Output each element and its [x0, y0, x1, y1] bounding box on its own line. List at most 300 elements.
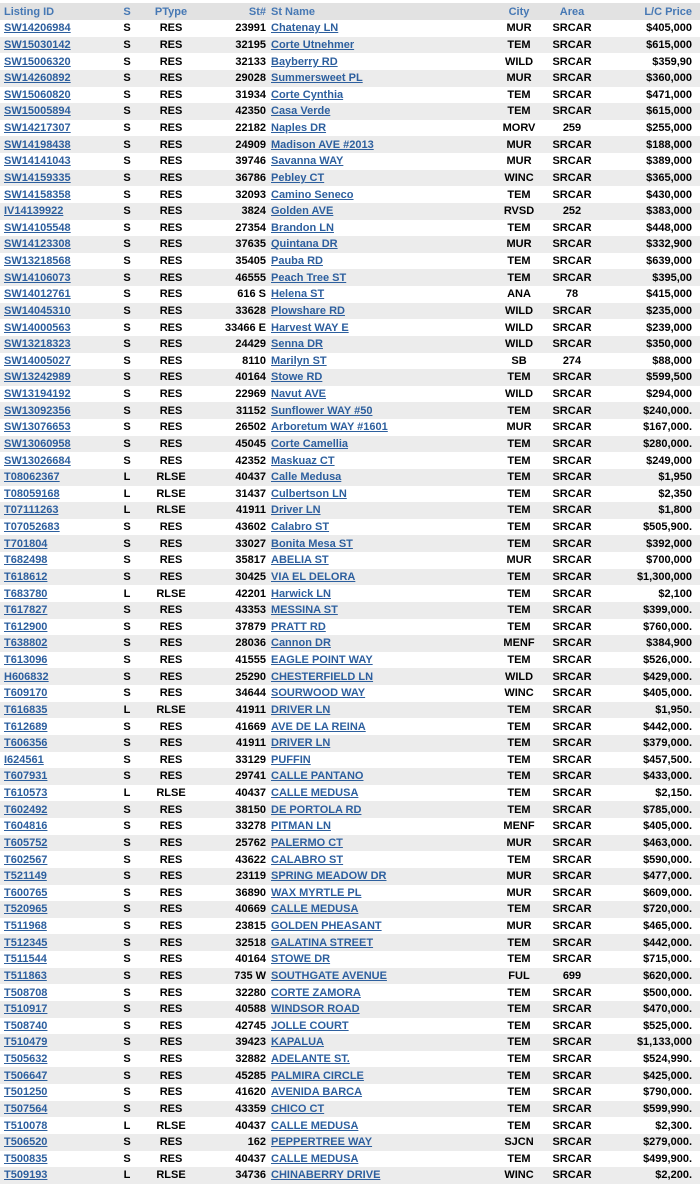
cell-ptype: RLSE [142, 702, 200, 719]
listing_id-link[interactable]: T507564 [4, 1102, 48, 1115]
table-row [0, 718, 700, 735]
listing_id-link[interactable]: I624561 [4, 753, 44, 766]
cell-area: SRCAR [542, 136, 602, 153]
cell-lc_price: $599,500 [602, 369, 700, 386]
cell-area: SRCAR [552, 654, 592, 667]
cell-listing_id [0, 685, 112, 702]
st_name-link[interactable]: DE PORTOLA RD [271, 803, 362, 816]
header-ptype[interactable]: PType [142, 3, 200, 20]
st_name-link[interactable]: Harwick LN [271, 587, 331, 600]
cell-listing_id [0, 968, 112, 985]
cell-lc_price: $405,000. [643, 687, 692, 700]
cell-listing_id [0, 220, 112, 237]
table-row [0, 1084, 700, 1101]
cell-area: SRCAR [542, 103, 602, 120]
table-row [0, 868, 700, 885]
cell-area: SRCAR [542, 1167, 602, 1184]
st_name-link[interactable]: KAPALUA [271, 1036, 324, 1049]
cell-city: MENF [503, 820, 535, 833]
st_name-link[interactable]: Marilyn ST [271, 354, 327, 367]
listing_id-link[interactable]: T612900 [4, 620, 48, 633]
cell-st_number: 34736 [200, 1167, 268, 1184]
cell-city: TEM [507, 188, 531, 201]
st_name-link[interactable]: MESSINA ST [271, 604, 338, 617]
cell-st_number: 735 W [200, 968, 268, 985]
cell-listing_id [0, 1117, 112, 1134]
st_name-link[interactable]: CALLE MEDUSA [271, 787, 359, 800]
st_name-link[interactable]: JOLLE COURT [271, 1019, 349, 1032]
listing_id-link[interactable]: T506647 [4, 1069, 48, 1082]
cell-city: TEM [496, 369, 542, 386]
cell-area: SRCAR [542, 901, 602, 918]
st_name-link[interactable]: PITMAN LN [271, 820, 331, 833]
st_name-link[interactable]: Bonita Mesa ST [271, 537, 353, 550]
listing_id-link[interactable]: T509193 [4, 1169, 48, 1182]
st_name-link[interactable]: SOURWOOD WAY [271, 687, 366, 700]
st_name-link[interactable]: SPRING MEADOW DR [271, 870, 387, 883]
cell-st_name [268, 635, 496, 652]
listing_id-link[interactable]: T683780 [4, 587, 48, 600]
st_name-link[interactable]: STOWE DR [271, 953, 331, 966]
listing_id-link[interactable]: T610573 [4, 787, 48, 800]
st_name-link[interactable]: Savanna WAY [271, 155, 344, 168]
table-row [0, 552, 700, 569]
cell-listing_id [0, 552, 112, 569]
cell-status: S [112, 402, 142, 419]
cell-lc_price: $167,000. [643, 421, 692, 434]
listing_id-link[interactable]: SW14106073 [4, 271, 71, 284]
listing_id-link[interactable]: SW15006320 [4, 55, 71, 68]
cell-city: TEM [496, 735, 542, 752]
cell-lc_price: $500,000. [643, 986, 692, 999]
table-row [0, 801, 700, 818]
table-row [0, 818, 700, 835]
cell-lc_price: $395,00 [602, 269, 700, 286]
cell-city: TEM [496, 269, 542, 286]
cell-lc_price: $1,950. [602, 702, 700, 719]
st_name-link[interactable]: Corte Cynthia [271, 88, 344, 101]
listing_id-link[interactable]: SW14005027 [4, 354, 71, 367]
cell-listing_id [0, 37, 112, 54]
cell-st_number: 3824 [200, 203, 268, 220]
listing_id-link[interactable]: T08059168 [4, 487, 60, 500]
cell-city: MUR [496, 70, 542, 87]
listing_id-link[interactable]: SW13242989 [4, 371, 71, 384]
listing_id-link[interactable]: T682498 [4, 554, 48, 567]
cell-status: S [123, 454, 131, 467]
listing_id-link[interactable]: SW14123308 [4, 238, 71, 251]
cell-st_number: 32280 [235, 986, 266, 999]
st_name-link[interactable]: CHESTERFIELD LN [271, 670, 374, 683]
listing_id-link[interactable]: T609170 [4, 687, 48, 700]
listing_id-link[interactable]: T618612 [4, 570, 48, 583]
cell-st_number: 39746 [235, 155, 266, 168]
cell-area: SRCAR [542, 303, 602, 320]
listing_id-link[interactable]: T616835 [4, 703, 48, 716]
cell-lc_price: $1,133,000 [602, 1034, 700, 1051]
st_name-link[interactable]: Culbertson LN [271, 487, 347, 500]
st_name-link[interactable]: DRIVER LN [271, 737, 331, 750]
listing_id-link[interactable]: T511544 [4, 953, 47, 966]
cell-st_name [268, 336, 496, 353]
cell-st_name [268, 319, 496, 336]
cell-city: TEM [507, 454, 531, 467]
cell-ptype: RES [159, 920, 183, 933]
cell-city: TEM [496, 535, 542, 552]
cell-status: S [123, 1152, 131, 1165]
listing_id-link[interactable]: SW13026684 [4, 454, 71, 467]
cell-listing_id [0, 585, 112, 602]
listings-table [0, 3, 700, 1184]
listing_id-link[interactable]: SW14158358 [4, 188, 71, 201]
header-lc-price[interactable]: L/C Price [602, 3, 700, 20]
cell-st_name [268, 87, 496, 104]
cell-listing_id [0, 768, 112, 785]
listing_id-link[interactable]: T508708 [4, 986, 48, 999]
cell-area: SRCAR [542, 402, 602, 419]
cell-area: SRCAR [552, 188, 592, 201]
header-st-number[interactable]: St# [200, 3, 268, 20]
st_name-link[interactable]: Quintana DR [271, 238, 338, 251]
cell-lc_price: $785,000. [602, 801, 700, 818]
st_name-link[interactable]: CHICO CT [271, 1102, 325, 1115]
cell-listing_id [0, 1051, 112, 1068]
st_name-link[interactable]: ADELANTE ST. [271, 1053, 350, 1066]
header-st-name[interactable]: St Name [268, 3, 496, 20]
cell-st_name [268, 353, 496, 370]
cell-st_number: 42201 [235, 587, 266, 600]
st_name-link[interactable]: CALLE MEDUSA [271, 1152, 359, 1165]
cell-lc_price: $477,000. [602, 868, 700, 885]
st_name-link[interactable]: Brandon LN [271, 221, 334, 234]
listing_id-link[interactable]: SW14012761 [4, 288, 71, 301]
listing_id-link[interactable]: SW14198438 [4, 138, 71, 151]
cell-ptype: RLSE [156, 487, 186, 500]
cell-city: WILD [504, 55, 534, 68]
cell-status: S [123, 188, 131, 201]
cell-status: S [112, 668, 142, 685]
listing_id-link[interactable]: T07052683 [4, 521, 60, 534]
cell-st_number: 33628 [200, 303, 268, 320]
st_name-link[interactable]: AVE DE LA REINA [271, 720, 366, 733]
listing_id-link[interactable]: SW13218323 [4, 338, 71, 351]
st_name-link[interactable]: CALABRO ST [271, 853, 344, 866]
listing_id-link[interactable]: T511968 [4, 920, 47, 933]
cell-status: S [112, 336, 142, 353]
cell-city: TEM [496, 934, 542, 951]
st_name-link[interactable]: PRATT RD [271, 620, 326, 633]
cell-city: TEM [507, 255, 531, 268]
listing_id-link[interactable]: T606356 [4, 737, 48, 750]
cell-listing_id [0, 87, 112, 104]
listing_id-link[interactable]: SW13076653 [4, 421, 71, 434]
st_name-link[interactable]: DRIVER LN [271, 703, 331, 716]
cell-st_number: 30425 [200, 569, 268, 586]
listing_id-link[interactable]: SW15005894 [4, 105, 71, 118]
cell-ptype: RES [159, 22, 183, 35]
listing_id-link[interactable]: T508740 [4, 1019, 48, 1032]
listing_id-link[interactable]: T521149 [4, 870, 47, 883]
listing_id-link[interactable]: T500835 [4, 1152, 48, 1165]
st_name-link[interactable]: PUFFIN [271, 753, 311, 766]
st_name-link[interactable]: Peach Tree ST [271, 271, 347, 284]
st_name-link[interactable]: SOUTHGATE AVENUE [271, 969, 387, 982]
st_name-link[interactable]: VIA EL DELORA [271, 570, 356, 583]
listing_id-link[interactable]: T604816 [4, 820, 48, 833]
listing_id-link[interactable]: T520965 [4, 903, 48, 916]
cell-city: WINC [496, 1167, 542, 1184]
table-row [0, 934, 700, 951]
st_name-link[interactable]: Stowe RD [271, 371, 323, 384]
cell-st_name [268, 1151, 496, 1168]
table-row [0, 1151, 700, 1168]
cell-st_name [268, 70, 496, 87]
cell-listing_id [0, 519, 112, 536]
table-row [0, 918, 700, 935]
cell-city: TEM [507, 720, 531, 733]
cell-listing_id [0, 502, 112, 519]
st_name-link[interactable]: Golden AVE [271, 205, 334, 218]
cell-st_name [268, 768, 496, 785]
cell-lc_price: $1,800 [602, 502, 700, 519]
cell-st_number: 43622 [235, 853, 266, 866]
st_name-link[interactable]: Calle Medusa [271, 471, 342, 484]
st_name-link[interactable]: Helena ST [271, 288, 325, 301]
cell-status: S [112, 203, 142, 220]
cell-area: SRCAR [552, 886, 592, 899]
table-row [0, 702, 700, 719]
listing_id-link[interactable]: SW14000563 [4, 321, 71, 334]
cell-ptype: RES [142, 569, 200, 586]
st_name-link[interactable]: PALERMO CT [271, 836, 343, 849]
listing_id-link[interactable]: SW15060820 [4, 88, 71, 101]
header-listing-id[interactable]: Listing ID [0, 3, 112, 20]
cell-st_name [268, 20, 496, 37]
listing_id-link[interactable]: T701804 [4, 537, 48, 550]
cell-st_name [268, 868, 496, 885]
cell-status: S [123, 88, 131, 101]
listing_id-link[interactable]: H606832 [4, 670, 49, 683]
listing_id-link[interactable]: SW14141043 [4, 155, 71, 168]
st_name-link[interactable]: CALLE MEDUSA [271, 1119, 359, 1132]
st_name-link[interactable]: ABELIA ST [271, 554, 329, 567]
cell-status: S [123, 853, 131, 866]
cell-status: S [112, 103, 142, 120]
listing_id-link[interactable]: SW13060958 [4, 437, 71, 450]
listing_id-link[interactable]: SW15030142 [4, 38, 71, 51]
listing_id-link[interactable]: SW13092356 [4, 404, 71, 417]
listing_id-link[interactable]: T510479 [4, 1036, 48, 1049]
cell-st_name [268, 236, 496, 253]
cell-area: 699 [542, 968, 602, 985]
listing_id-link[interactable]: SW14206984 [4, 22, 71, 35]
table-row [0, 685, 700, 702]
listing_id-link[interactable]: T511863 [4, 969, 47, 982]
header-area[interactable]: Area [542, 3, 602, 20]
st_name-link[interactable]: CALLE PANTANO [271, 770, 364, 783]
st_name-link[interactable]: Maskuaz CT [271, 454, 335, 467]
cell-lc_price: $405,000. [643, 820, 692, 833]
st_name-link[interactable]: Senna DR [271, 338, 323, 351]
listing_id-link[interactable]: SW13218568 [4, 255, 71, 268]
listing_id-link[interactable]: T600765 [4, 886, 48, 899]
listing_id-link[interactable]: T505632 [4, 1053, 48, 1066]
table-row [0, 303, 700, 320]
cell-city: TEM [496, 1034, 542, 1051]
st_name-link[interactable]: Bayberry RD [271, 55, 338, 68]
cell-st_name [268, 1084, 496, 1101]
table-row [0, 569, 700, 586]
cell-st_number: 41555 [235, 654, 266, 667]
st_name-link[interactable]: Chatenay LN [271, 22, 339, 35]
table-row [0, 53, 700, 70]
listing_id-link[interactable]: SW14217307 [4, 122, 71, 135]
st_name-link[interactable]: Arboretum WAY #1601 [271, 421, 388, 434]
st_name-link[interactable]: EAGLE POINT WAY [271, 654, 373, 667]
cell-area: SRCAR [542, 635, 602, 652]
cell-st_number: 33466 E [225, 321, 266, 334]
cell-listing_id [0, 303, 112, 320]
listing_id-link[interactable]: T07111263 [4, 504, 59, 517]
cell-ptype: RES [159, 953, 183, 966]
cell-lc_price: $463,000. [602, 835, 700, 852]
cell-listing_id [0, 602, 112, 619]
st_name-link[interactable]: Summersweet PL [271, 72, 363, 85]
listing_id-link[interactable]: T607931 [4, 770, 48, 783]
header-city[interactable]: City [496, 3, 542, 20]
cell-status: S [123, 920, 131, 933]
cell-ptype: RES [159, 1086, 183, 1099]
table-row [0, 402, 700, 419]
st_name-link[interactable]: Camino Seneco [271, 188, 354, 201]
listing_id-link[interactable]: SW14260892 [4, 72, 71, 85]
listing_id-link[interactable]: T510917 [4, 1003, 48, 1016]
table-row [0, 585, 700, 602]
table-row [0, 785, 700, 802]
listing_id-link[interactable]: SW14159335 [4, 171, 71, 184]
cell-st_name [268, 569, 496, 586]
cell-st_number: 22969 [235, 388, 266, 401]
cell-ptype: RES [159, 155, 183, 168]
cell-status: S [112, 436, 142, 453]
cell-status: L [123, 787, 131, 800]
cell-city: MUR [496, 868, 542, 885]
listing_id-link[interactable]: T501250 [4, 1086, 48, 1099]
cell-area: SRCAR [552, 1086, 592, 1099]
table-row [0, 1101, 700, 1118]
st_name-link[interactable]: CORTE ZAMORA [271, 986, 361, 999]
cell-status: S [123, 886, 131, 899]
listing_id-link[interactable]: SW14045310 [4, 304, 71, 317]
cell-st_number: 33278 [235, 820, 266, 833]
table-row [0, 1117, 700, 1134]
listing_id-link[interactable]: SW13194192 [4, 388, 71, 401]
cell-ptype: RES [159, 221, 183, 234]
cell-status: L [112, 469, 142, 486]
st_name-link[interactable]: Casa Verde [271, 105, 331, 118]
listing_id-link[interactable]: T613096 [4, 654, 48, 667]
cell-st_number: 45045 [200, 436, 268, 453]
st_name-link[interactable]: Calabro ST [271, 521, 330, 534]
listing_id-link[interactable]: T602567 [4, 853, 48, 866]
cell-st_number: 38150 [200, 801, 268, 818]
st_name-link[interactable]: Sunflower WAY #50 [271, 404, 373, 417]
cell-ptype: RES [159, 720, 183, 733]
listing_id-link[interactable]: T605752 [4, 836, 48, 849]
listing_id-link[interactable]: IV14139922 [4, 205, 64, 218]
st_name-link[interactable]: Navut AVE [271, 388, 327, 401]
cell-st_name [268, 1051, 496, 1068]
st_name-link[interactable]: GALATINA STREET [271, 936, 374, 949]
cell-area: SRCAR [552, 853, 592, 866]
st_name-link[interactable]: PALMIRA CIRCLE [271, 1069, 364, 1082]
cell-st_number: 25762 [200, 835, 268, 852]
listing_id-link[interactable]: T638802 [4, 637, 48, 650]
cell-area: SRCAR [542, 469, 602, 486]
cell-city: TEM [496, 569, 542, 586]
table-row [0, 236, 700, 253]
st_name-link[interactable]: AVENIDA BARCA [271, 1086, 363, 1099]
listing_id-link[interactable]: T08062367 [4, 471, 60, 484]
listing_id-link[interactable]: T602492 [4, 803, 48, 816]
st_name-link[interactable]: Naples DR [271, 122, 327, 135]
listing_id-link[interactable]: T506520 [4, 1136, 48, 1149]
st_name-link[interactable]: PEPPERTREE WAY [271, 1136, 373, 1149]
listing_id-link[interactable]: T512345 [4, 936, 48, 949]
listing_id-link[interactable]: T612689 [4, 720, 48, 733]
cell-status: S [123, 687, 131, 700]
cell-st_name [268, 486, 496, 503]
cell-st_name [268, 1034, 496, 1051]
cell-area: SRCAR [542, 535, 602, 552]
listing_id-link[interactable]: T510078 [4, 1119, 48, 1132]
cell-ptype: RES [142, 635, 200, 652]
table-row [0, 419, 700, 436]
st_name-link[interactable]: Madison AVE #2013 [271, 138, 374, 151]
cell-area: SRCAR [542, 934, 602, 951]
cell-lc_price: $465,000. [643, 920, 692, 933]
st_name-link[interactable]: Driver LN [271, 504, 321, 517]
cell-st_name [268, 1134, 496, 1151]
st_name-link[interactable]: CHINABERRY DRIVE [271, 1169, 381, 1182]
cell-area: SRCAR [542, 668, 602, 685]
cell-ptype: RES [159, 820, 183, 833]
cell-st_name [268, 386, 496, 403]
st_name-link[interactable]: Corte Camellia [271, 437, 349, 450]
st_name-link[interactable]: GOLDEN PHEASANT [271, 920, 382, 933]
cell-city: TEM [496, 502, 542, 519]
st_name-link[interactable]: WAX MYRTLE PL [271, 886, 362, 899]
cell-lc_price: $239,000 [646, 321, 692, 334]
cell-st_number: 46555 [200, 269, 268, 286]
st_name-link[interactable]: Pauba RD [271, 255, 323, 268]
cell-lc_price: $249,000 [646, 454, 692, 467]
st_name-link[interactable]: Pebley CT [271, 171, 325, 184]
cell-city: MUR [506, 886, 532, 899]
listing_id-link[interactable]: SW14105548 [4, 221, 71, 234]
listing_id-link[interactable]: T617827 [4, 604, 48, 617]
header-status[interactable]: S [112, 3, 142, 20]
st_name-link[interactable]: CALLE MEDUSA [271, 903, 359, 916]
cell-listing_id [0, 186, 112, 203]
st_name-link[interactable]: Cannon DR [271, 637, 331, 650]
cell-lc_price: $294,000 [646, 388, 692, 401]
st_name-link[interactable]: Plowshare RD [271, 304, 345, 317]
cell-st_name [268, 120, 496, 137]
st_name-link[interactable]: Harvest WAY E [271, 321, 349, 334]
st_name-link[interactable]: WINDSOR ROAD [271, 1003, 360, 1016]
st_name-link[interactable]: Corte Utnehmer [271, 38, 355, 51]
